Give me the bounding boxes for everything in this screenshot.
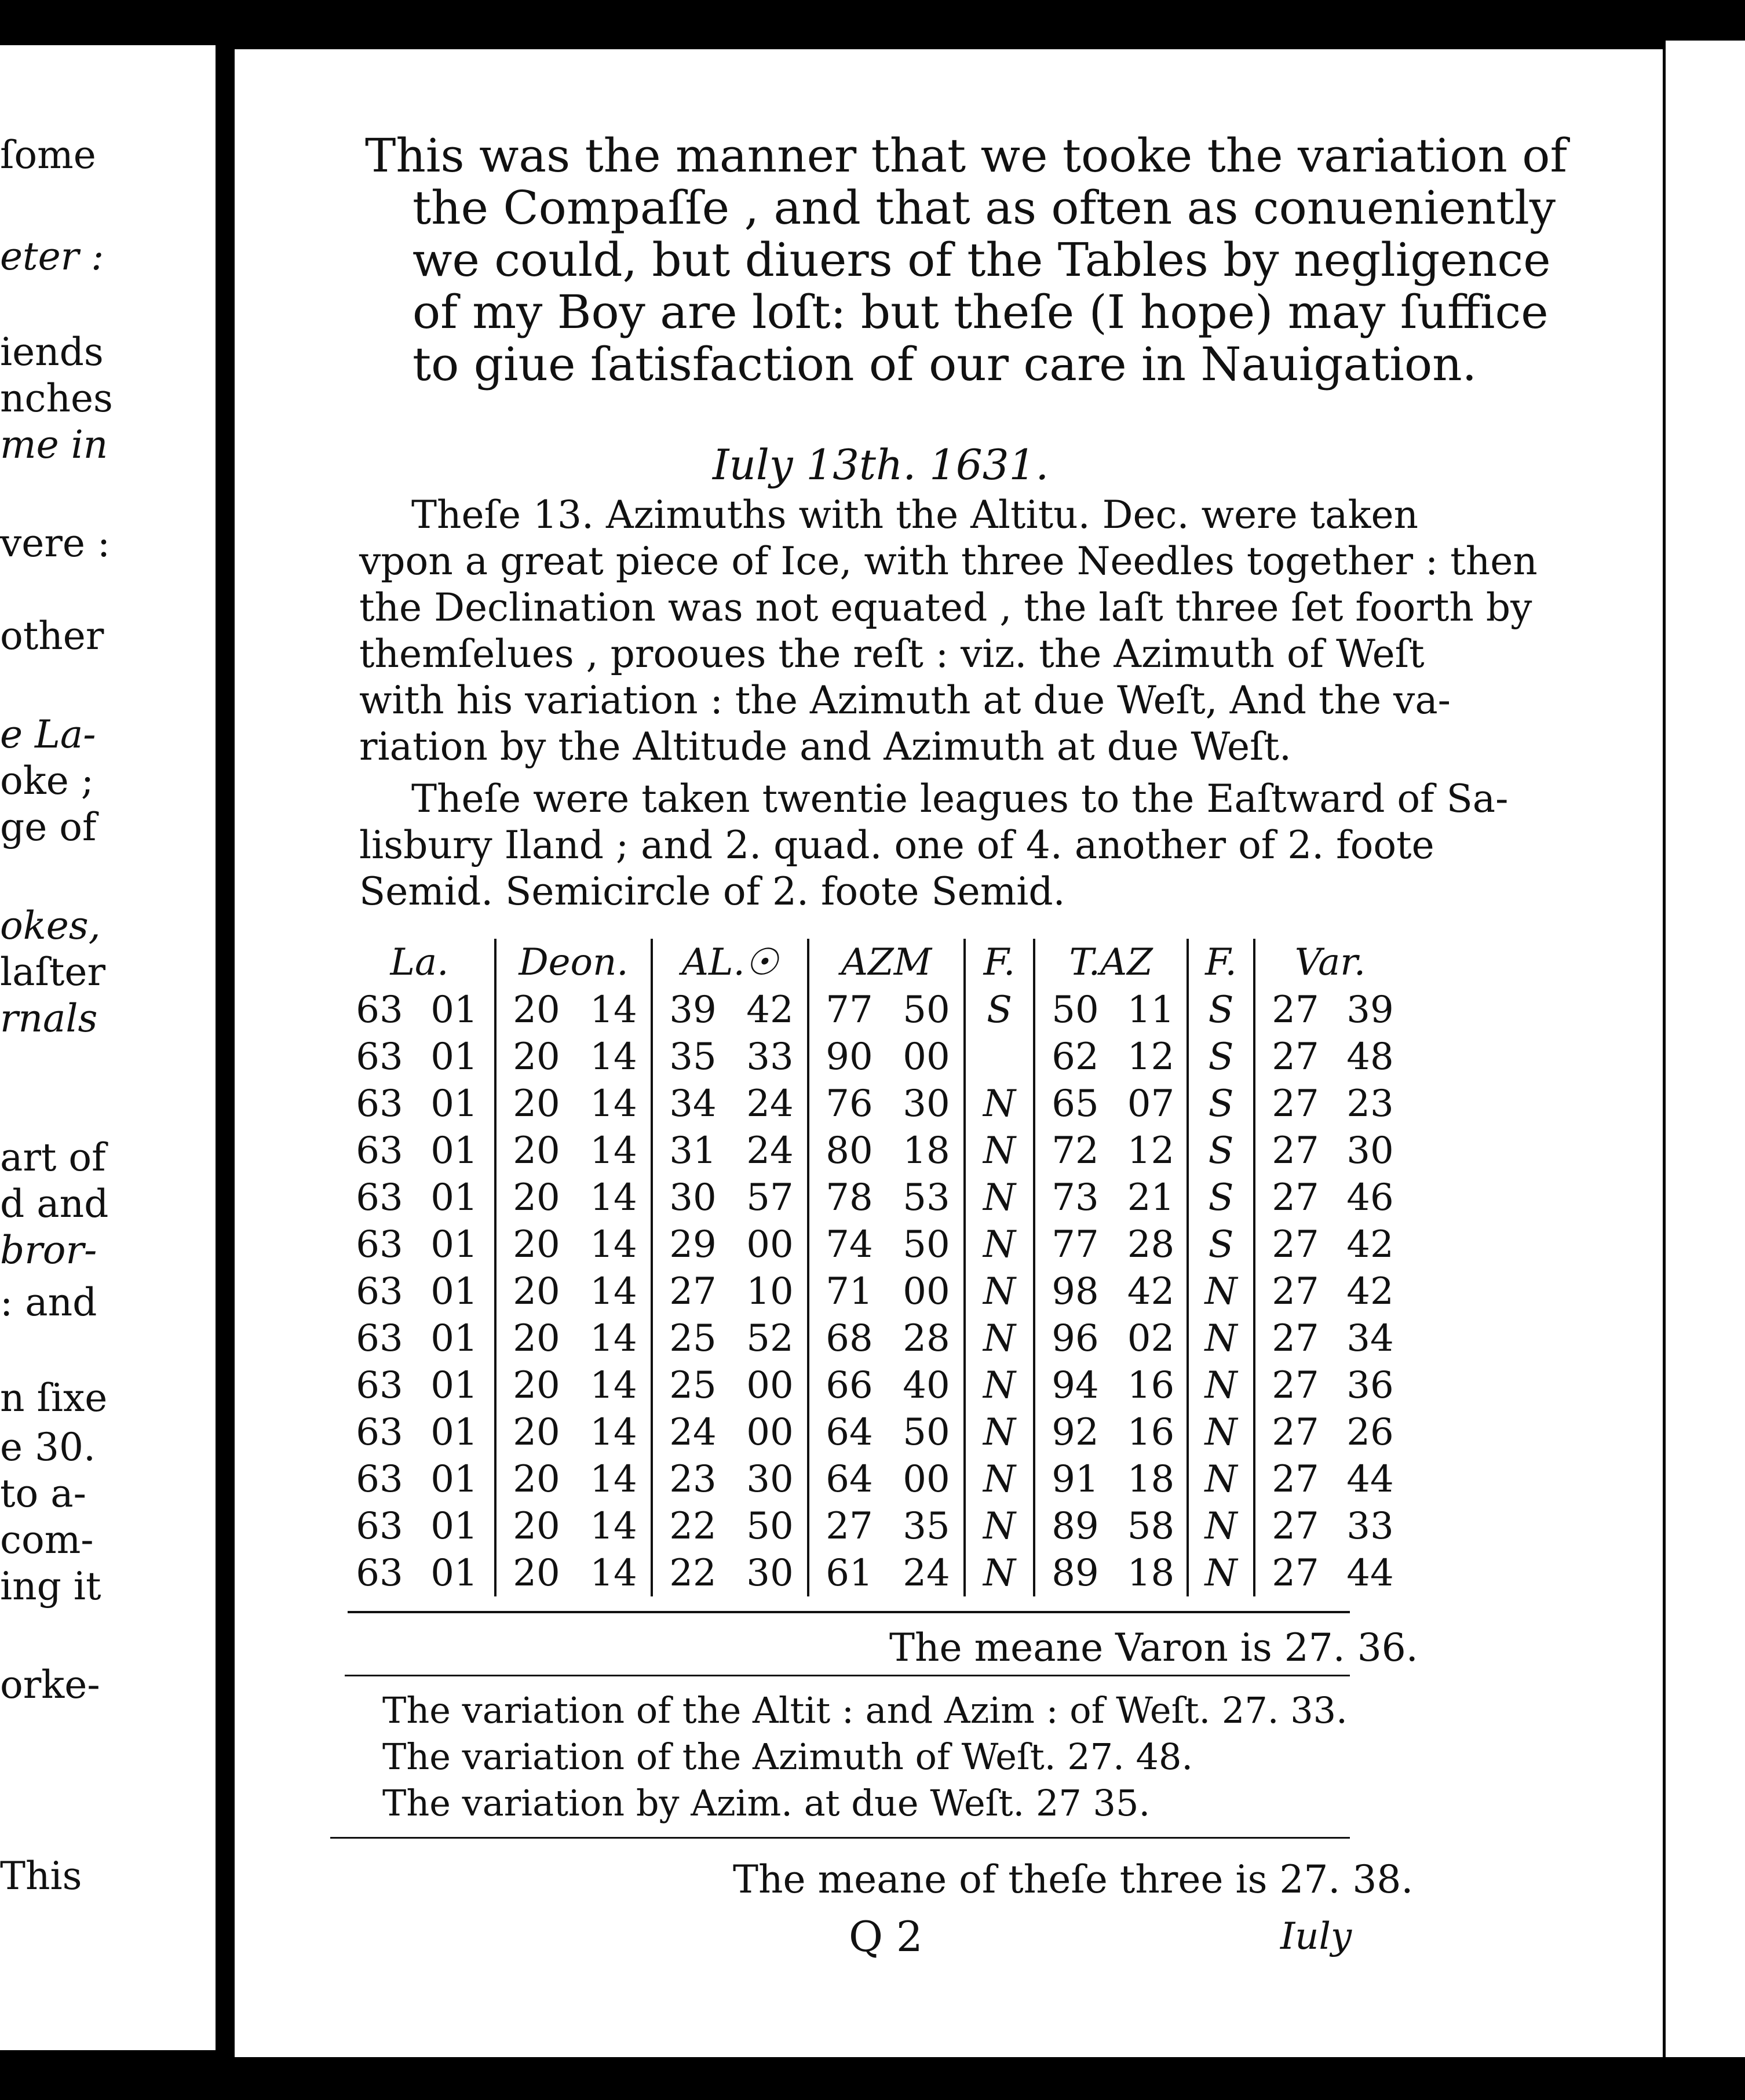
intro-line: we could, but diuers of the Tables by negligence (412, 233, 1551, 287)
table-cell: 14 (590, 1129, 637, 1172)
table-cell: 00 (903, 1035, 950, 1078)
header-face-1: F. (965, 939, 1034, 986)
paragraph-line: Theſe were taken twentie leagues to the Eaſtward of Sa- (411, 776, 1509, 821)
table-cell: 63 (356, 1082, 403, 1125)
table-cell: 52 (746, 1317, 794, 1360)
table-cell: 66 (808, 1362, 889, 1409)
table-cell: 16 (1127, 1363, 1175, 1407)
paragraph-line: themſelues , prooues the reſt : viz. the Azimuth of Weſt (359, 632, 1425, 676)
table-cell: 27 (1254, 1503, 1335, 1550)
table-cell: 42 (746, 988, 794, 1031)
left-fragment: ing it (0, 1564, 101, 1609)
left-fragment: ge of (0, 805, 97, 850)
paragraph-line: lisbury Iland ; and 2. quad. one of 4. another of 2. foote (359, 823, 1434, 867)
table-cell: 27 (1254, 1033, 1335, 1080)
table-cell: 64 (808, 1456, 889, 1503)
table-cell: 63 (356, 1317, 403, 1360)
table-row (345, 986, 1405, 1033)
table-cell: N (1188, 1268, 1254, 1315)
table-cell: 00 (746, 1363, 794, 1407)
table-row (345, 1221, 1405, 1268)
table-cell: 73 (1034, 1174, 1115, 1221)
table-row (345, 1080, 1405, 1127)
table-cell: 18 (903, 1129, 950, 1172)
table-row (345, 1033, 1405, 1080)
table-cell: 01 (430, 1457, 478, 1501)
rule-1 (345, 1675, 1350, 1676)
paragraph-line: Semid. Semicircle of 2. foote Semid. (359, 869, 1065, 914)
table-cell: 01 (430, 1551, 478, 1595)
left-fragment: eter : (0, 234, 104, 279)
table-cell: N (1188, 1315, 1254, 1362)
table-cell: 63 (356, 1129, 403, 1172)
table-cell: 28 (903, 1317, 950, 1360)
left-fragment: bror- (0, 1228, 97, 1273)
table-cell: 48 (1346, 1035, 1394, 1078)
header-azimuth: AZM (808, 939, 965, 986)
table-cell: 21 (1127, 1176, 1175, 1219)
table-cell: 72 (1034, 1127, 1115, 1174)
table-cell: 65 (1034, 1080, 1115, 1127)
table-cell: 20 (495, 1033, 576, 1080)
table-cell: 11 (1127, 988, 1175, 1031)
table-row (345, 1503, 1405, 1550)
table-cell: 30 (652, 1174, 733, 1221)
intro-line: This was the manner that we tooke the variation of (365, 129, 1568, 183)
table-cell: 39 (652, 986, 733, 1033)
table-cell: 20 (495, 1315, 576, 1362)
table-cell: 98 (1034, 1268, 1115, 1315)
table-cell: 50 (903, 988, 950, 1031)
table-cell: 35 (903, 1504, 950, 1548)
left-fragment: vere : (0, 521, 111, 566)
table-cell: N (965, 1550, 1034, 1596)
table-cell: 78 (808, 1174, 889, 1221)
table-cell: 63 (356, 1551, 403, 1595)
table-cell: N (965, 1409, 1034, 1456)
left-fragment: rnals (0, 996, 98, 1041)
table-cell: 63 (356, 1363, 403, 1407)
table-cell: N (965, 1315, 1034, 1362)
table-cell: 24 (746, 1129, 794, 1172)
table-cell: 77 (1034, 1221, 1115, 1268)
table-cell: 20 (495, 1456, 576, 1503)
rule-2 (330, 1837, 1350, 1839)
table-cell: 30 (746, 1457, 794, 1501)
left-fragment: n ſixe (0, 1376, 108, 1420)
table-cell: 01 (430, 1129, 478, 1172)
table-cell: 12 (1127, 1035, 1175, 1078)
table-cell: 63 (356, 1035, 403, 1078)
table-cell: N (965, 1362, 1034, 1409)
table-cell: 62 (1034, 1033, 1115, 1080)
table-cell: 20 (495, 1174, 576, 1221)
table-cell: N (965, 1174, 1034, 1221)
table-cell: 20 (495, 1127, 576, 1174)
left-fragment: This (0, 1854, 82, 1898)
table-cell: 01 (430, 1504, 478, 1548)
variation-line: The variation of the Altit : and Azim : of Weſt. 27. 33. (382, 1689, 1348, 1731)
table-cell: 58 (1127, 1504, 1175, 1548)
table-cell: 44 (1346, 1457, 1394, 1501)
table-cell: 24 (652, 1409, 733, 1456)
table-cell: 30 (746, 1551, 794, 1595)
variation-table (345, 939, 1405, 1596)
table-cell: 27 (1254, 1080, 1335, 1127)
table-cell: 44 (1346, 1551, 1394, 1595)
table-cell: 63 (356, 1410, 403, 1454)
table-cell: 14 (590, 988, 637, 1031)
table-bottom-rule (348, 1611, 1350, 1613)
left-fragment: okes, (0, 903, 101, 948)
variation-line: The variation of the Azimuth of Weſt. 27. 48. (382, 1736, 1193, 1778)
table-cell: N (1188, 1550, 1254, 1596)
table-cell: 29 (652, 1221, 733, 1268)
left-fragment: to a- (0, 1471, 86, 1516)
table-cell: 61 (808, 1550, 889, 1596)
table-cell: 01 (430, 1410, 478, 1454)
table-cell: 01 (430, 1035, 478, 1078)
table-cell: 34 (652, 1080, 733, 1127)
table-cell: 27 (1254, 1221, 1335, 1268)
table-cell: 01 (430, 1176, 478, 1219)
mean-variation: The meane Varon is 27. 36. (889, 1625, 1418, 1670)
table-cell: 14 (590, 1551, 637, 1595)
table-cell: 63 (356, 1504, 403, 1548)
table-cell: 77 (808, 986, 889, 1033)
table-cell: 27 (1254, 986, 1335, 1033)
table-cell: 01 (430, 1270, 478, 1313)
table-cell: 50 (903, 1410, 950, 1454)
table-cell: 14 (590, 1317, 637, 1360)
table-cell: 31 (652, 1127, 733, 1174)
table-cell: 20 (495, 1503, 576, 1550)
right-page-edge (1666, 41, 1745, 2057)
table-cell: 20 (495, 1362, 576, 1409)
table-cell: 27 (652, 1268, 733, 1315)
table-cell: N (965, 1503, 1034, 1550)
table-cell: N (965, 1127, 1034, 1174)
table-cell: 23 (652, 1456, 733, 1503)
table-cell: 01 (430, 1317, 478, 1360)
left-fragment: laſter (0, 950, 106, 994)
table-cell: 63 (356, 1176, 403, 1219)
table-cell: 01 (430, 1223, 478, 1266)
table-cell: 20 (495, 1409, 576, 1456)
table-cell: 02 (1127, 1317, 1175, 1360)
mean-of-three: The meane of theſe three is 27. 38. (733, 1857, 1414, 1902)
table-cell: S (1188, 1127, 1254, 1174)
table-row (345, 1268, 1405, 1315)
table-cell: 01 (430, 1363, 478, 1407)
left-fragment: e La- (0, 712, 96, 757)
table-row (345, 1550, 1405, 1596)
left-fragment: art of (0, 1135, 106, 1180)
table-cell: 27 (1254, 1362, 1335, 1409)
table-cell: 27 (1254, 1550, 1335, 1596)
table-cell: 07 (1127, 1082, 1175, 1125)
table-cell: 63 (356, 988, 403, 1031)
table-cell: 22 (652, 1550, 733, 1596)
table-row (345, 1127, 1405, 1174)
table-cell: 20 (495, 1080, 576, 1127)
table-cell: 14 (590, 1035, 637, 1078)
table-cell (965, 1033, 1034, 1080)
table-cell: 26 (1346, 1410, 1394, 1454)
table-cell: 14 (590, 1410, 637, 1454)
table-cell: 63 (356, 1457, 403, 1501)
signature-mark: Q 2 (849, 1912, 923, 1961)
table-cell: 33 (1346, 1504, 1394, 1548)
table-cell: 34 (1346, 1317, 1394, 1360)
table-cell: 14 (590, 1504, 637, 1548)
table-cell: 30 (903, 1082, 950, 1125)
table-cell: 27 (1254, 1174, 1335, 1221)
table-cell: 27 (1254, 1127, 1335, 1174)
table-cell: 00 (746, 1223, 794, 1266)
table-cell: 90 (808, 1033, 889, 1080)
left-fragment: ſome (0, 133, 96, 177)
paragraph-line: with his variation : the Azimuth at due Weſt, And the va- (359, 678, 1451, 723)
header-declination: Deon. (495, 939, 652, 986)
left-fragment: e 30. (0, 1425, 96, 1470)
table-cell: 20 (495, 986, 576, 1033)
table-cell: 63 (356, 1223, 403, 1266)
header-latitude: La. (390, 941, 449, 984)
table-cell: 68 (808, 1315, 889, 1362)
table-cell: N (1188, 1362, 1254, 1409)
table-body (345, 986, 1405, 1596)
table-cell: 18 (1127, 1551, 1175, 1595)
table-cell: 01 (430, 988, 478, 1031)
table-cell: 27 (1254, 1456, 1335, 1503)
table-row (345, 1362, 1405, 1409)
table-cell: 91 (1034, 1456, 1115, 1503)
paragraph-line: riation by the Altitude and Azimuth at due Weſt. (359, 724, 1291, 769)
table-cell: 74 (808, 1221, 889, 1268)
table-cell: 25 (652, 1315, 733, 1362)
table-cell: 20 (495, 1268, 576, 1315)
paragraph-line: the Declination was not equated , the laſt three ſet foorth by (359, 585, 1532, 630)
table-cell: 57 (746, 1176, 794, 1219)
table-row (345, 1315, 1405, 1362)
table-cell: 46 (1346, 1176, 1394, 1219)
header-altitude: AL.☉ (652, 939, 808, 986)
left-fragment: nches (0, 376, 113, 421)
table-cell: 53 (903, 1176, 950, 1219)
table-cell: 14 (590, 1363, 637, 1407)
table-cell: N (965, 1268, 1034, 1315)
table-cell: 28 (1127, 1223, 1175, 1266)
header-variation: Var. (1254, 939, 1405, 986)
table-cell: 14 (590, 1082, 637, 1125)
table-cell: 89 (1034, 1503, 1115, 1550)
table-cell: 50 (903, 1223, 950, 1266)
table-cell: 63 (356, 1270, 403, 1313)
table-cell: S (1188, 1221, 1254, 1268)
table-cell: 50 (1034, 986, 1115, 1033)
table-cell: N (1188, 1456, 1254, 1503)
header-face-2: F. (1188, 939, 1254, 986)
table-cell: 00 (746, 1410, 794, 1454)
catchword: Iuly (1280, 1915, 1352, 1958)
table-cell: 35 (652, 1033, 733, 1080)
table-cell: 89 (1034, 1550, 1115, 1596)
paragraph-line: Theſe 13. Azimuths with the Altitu. Dec. were taken (411, 493, 1419, 537)
table-cell: N (965, 1456, 1034, 1503)
table-cell: 42 (1127, 1270, 1175, 1313)
table-header-row (345, 939, 1405, 986)
table-cell: 10 (746, 1270, 794, 1313)
left-fragment: me in (0, 422, 108, 467)
date-heading: Iuly 13th. 1631. (713, 440, 1049, 489)
table-cell: 80 (808, 1127, 889, 1174)
table-cell: 92 (1034, 1409, 1115, 1456)
table-cell: 24 (746, 1082, 794, 1125)
intro-line: of my Boy are loſt: but theſe (I hope) may ſuffice (412, 285, 1549, 339)
table-cell: 14 (590, 1457, 637, 1501)
table-cell: 23 (1346, 1082, 1394, 1125)
left-fragment: d and (0, 1182, 109, 1226)
table-cell: S (1188, 1033, 1254, 1080)
left-fragment: orke- (0, 1662, 100, 1707)
table-cell: 18 (1127, 1457, 1175, 1501)
table-cell: 27 (1254, 1268, 1335, 1315)
left-fragment: other (0, 614, 104, 658)
table-cell: 94 (1034, 1362, 1115, 1409)
table-cell: 14 (590, 1176, 637, 1219)
table-cell: 64 (808, 1409, 889, 1456)
table-cell: S (1188, 986, 1254, 1033)
table-cell: 12 (1127, 1129, 1175, 1172)
table-cell: 14 (590, 1270, 637, 1313)
table-cell: N (965, 1080, 1034, 1127)
table-cell: 01 (430, 1082, 478, 1125)
header-true-azimuth: T.AZ (1034, 939, 1188, 986)
table-cell: 42 (1346, 1270, 1394, 1313)
table-cell: 33 (746, 1035, 794, 1078)
table-cell: 27 (1254, 1315, 1335, 1362)
table-row (345, 1409, 1405, 1456)
intro-line: the Compaſſe , and that as often as conueniently (412, 181, 1556, 235)
table-cell: 20 (495, 1221, 576, 1268)
table-cell: 30 (1346, 1129, 1394, 1172)
variation-line: The variation by Azim. at due Weſt. 27 35. (382, 1782, 1151, 1824)
left-fragment: : and (0, 1280, 97, 1325)
left-fragment: iends (0, 330, 104, 374)
left-fragment: oke ; (0, 759, 94, 803)
table-cell: N (1188, 1503, 1254, 1550)
intro-line: to giue ſatisfaction of our care in Nauigation. (412, 337, 1477, 391)
table-cell: 00 (903, 1457, 950, 1501)
table-row (345, 1174, 1405, 1221)
table-cell: 00 (903, 1270, 950, 1313)
table-cell: 76 (808, 1080, 889, 1127)
left-fragment: com- (0, 1518, 94, 1562)
table-cell: 71 (808, 1268, 889, 1315)
table-cell: 96 (1034, 1315, 1115, 1362)
table-cell: 14 (590, 1223, 637, 1266)
table-cell: 25 (652, 1362, 733, 1409)
table-cell: N (1188, 1409, 1254, 1456)
table-cell: S (1188, 1080, 1254, 1127)
table-cell: S (965, 986, 1034, 1033)
table-cell: 24 (903, 1551, 950, 1595)
table-row (345, 1456, 1405, 1503)
table-cell: 39 (1346, 988, 1394, 1031)
table-cell: 50 (746, 1504, 794, 1548)
table-cell: 42 (1346, 1223, 1394, 1266)
table-cell: 20 (495, 1550, 576, 1596)
table-cell: 22 (652, 1503, 733, 1550)
table-cell: 16 (1127, 1410, 1175, 1454)
table-cell: 27 (1254, 1409, 1335, 1456)
table-cell: S (1188, 1174, 1254, 1221)
table-cell: 27 (808, 1503, 889, 1550)
paragraph-line: vpon a great piece of Ice, with three Needles together : then (359, 539, 1538, 584)
table-cell: N (965, 1221, 1034, 1268)
table-cell: 40 (903, 1363, 950, 1407)
table-cell: 36 (1346, 1363, 1394, 1407)
